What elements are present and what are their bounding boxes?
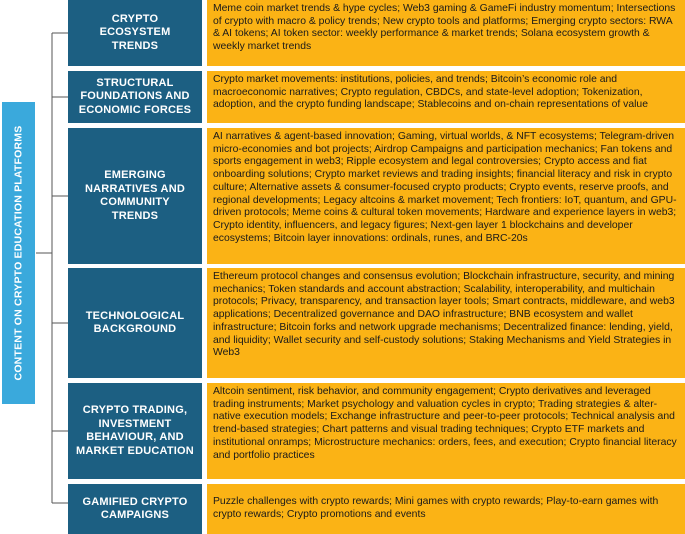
side-label-text: CONTENT ON CRYPTO EDUCATION PLATFORMS — [12, 125, 25, 381]
row-technological-background — [68, 268, 685, 378]
category-description: Meme coin market trends & hype cycles; Web3 gaming & GameFi industry momentum; Intersections of crypto with macro & policy trends; New crypto tools and platforms; Emerging crypto sectors: RWA & AI tokens; AI token sector: weekly performance & market trends; Solana ecosystem growth & weekly market trends — [207, 0, 685, 66]
row-emerging-narratives — [68, 128, 685, 264]
category-label: CRYPTO TRADING, INVESTMENT BEHAVIOUR, AND MARKET EDUCATION — [68, 383, 202, 479]
category-label: EMERGING NARRATIVES AND COMMUNITY TRENDS — [68, 128, 202, 264]
category-description: AI narratives & agent-based innovation; Gaming, virtual worlds, & NFT ecosystems; Telegram-driven micro-economies and bot projects; Airdrop Campaigns and participation mechanics; Fan tokens and sports engagement in web3; Ripple ecosystem and legal controversies; Crypto access and fiat onboarding solutions; Crypto market reviews and trading insights; financial literacy and risk in crypto culture; Alternative assets & consumer-focused crypto products; Crypto events, reserve proofs, and regional developments; Legacy altcoins & market movement; Tech frontiers: IoT, quantum, and GPU-driven protocols; Meme coins & cultural token movements; Hardware and experience layers in web3; Crypto identity, influencers, and legacy figures; Next-gen layer 1 blockchains and developer ecosystems; Bitcoin layer innovations: ordinals, runes, and BRC-20s — [207, 128, 685, 264]
row-gamified-campaigns — [68, 484, 685, 534]
category-label: TECHNOLOGICAL BACKGROUND — [68, 268, 202, 378]
category-description: Puzzle challenges with crypto rewards; Mini games with crypto rewards; Play-to-earn games with crypto rewards; Crypto promotions and events — [207, 484, 685, 534]
category-description: Altcoin sentiment, risk behavior, and community engagement; Crypto derivatives and leveraged trading instruments; Market psychology and valuation cycles in crypto; Trading strategies & alter-native execution models; Exchange infrastructure and peer-to-peer protocols; Technical analysis and trend-based strategies; Chart patterns and visual trading techniques; Crypto ETF markets and institutional onramps; Microstructure mechanics: orders, fees, and execution; Crypto financial literacy and portfolio practices — [207, 383, 685, 479]
category-label: GAMIFIED CRYPTO CAMPAIGNS — [68, 484, 202, 534]
row-crypto-trading — [68, 383, 685, 479]
category-label: CRYPTO ECOSYSTEM TRENDS — [68, 0, 202, 66]
category-label: STRUCTURAL FOUNDATIONS AND ECONOMIC FORCES — [68, 71, 202, 123]
category-description: Ethereum protocol changes and consensus evolution; Blockchain infrastructure, security, and mining mechanics; Token standards and account abstraction; Scalability, interoperability, and multichain protocols; Privacy, transparency, and transaction layer tools; Smart contracts, middleware, and web3 applications; Decentralized governance and DAO infrastructure; BNB ecosystem and wallet infrastructure; Bitcoin forks and network upgrade mechanisms; Decentralized finance: lending, yield, and liquidity; Wallet security and self-custody solutions; Staking Mechanisms and Yield Strategies in Web3 — [207, 268, 685, 378]
category-description: Crypto market movements: institutions, policies, and trends; Bitcoin’s economic role and macroeconomic narratives; Crypto regulation, CBDCs, and state-level adoption; Tokenization, adoption, and the crypto funding landscape; Stablecoins and on-chain representations of value — [207, 71, 685, 123]
row-structural-foundations — [68, 71, 685, 123]
row-crypto-ecosystem-trends — [68, 0, 685, 66]
